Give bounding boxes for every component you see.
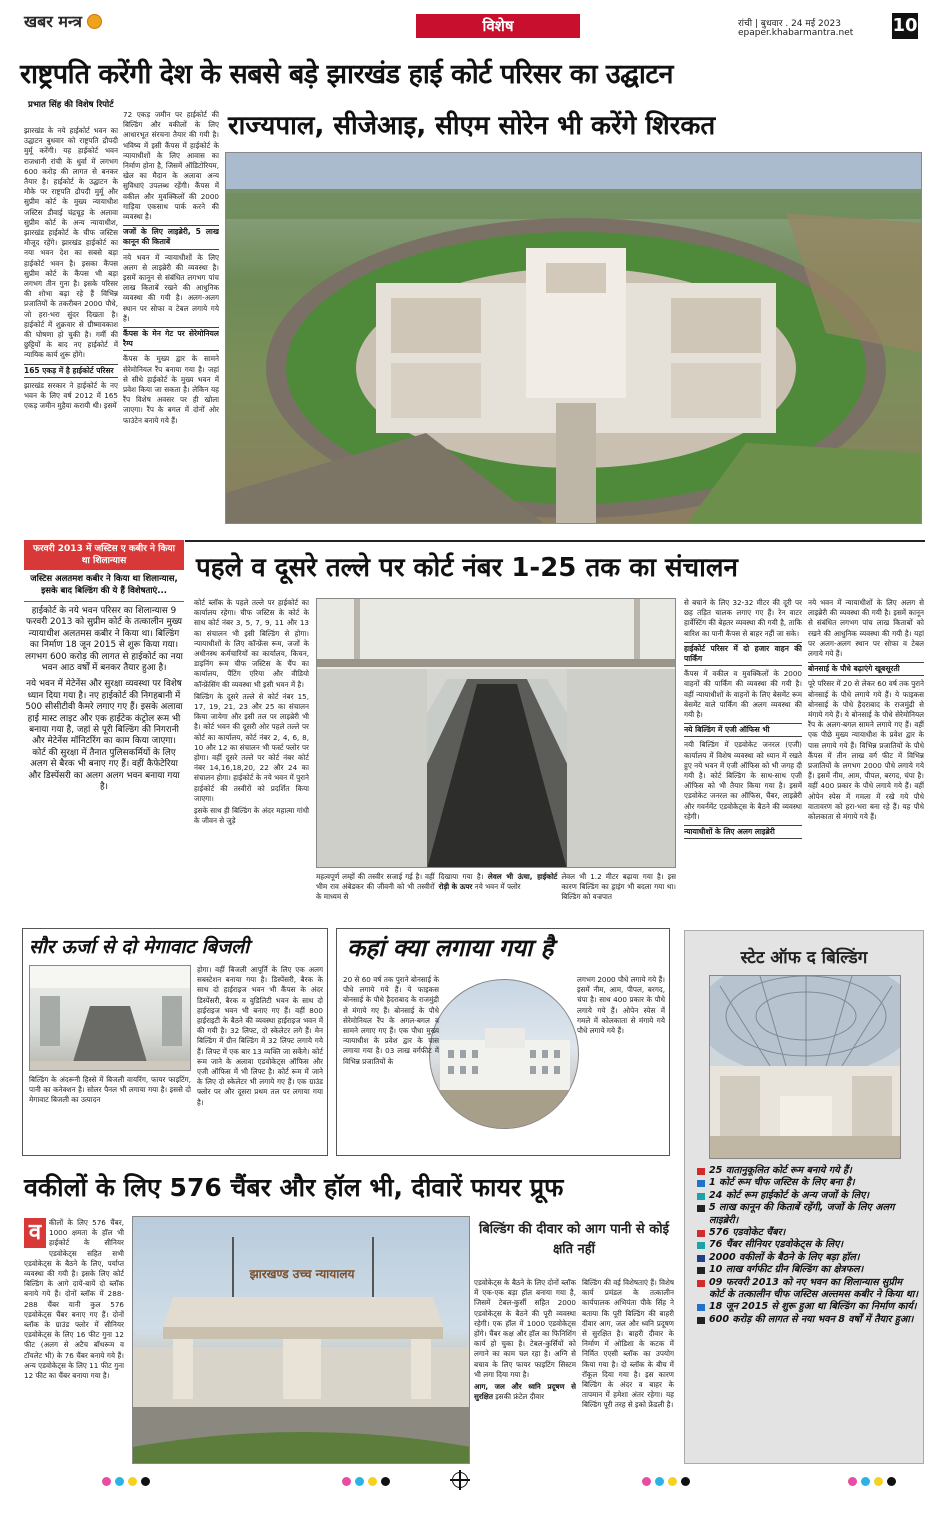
state-item: 76 चैंबर सीनियर एडवोकेट्स के लिए। [695,1239,919,1251]
story2-col3c-text: नयी बिल्डिंग में एडवोकेट जनरल (एजी) कार्यालय में विशेष व्यवस्था को ध्यान में रखते हुए नये भवन में एजी ऑफिस को भी जगह दी गयी है। कोर्ट बिल्डिंग के साथ-साथ एजी ऑफिस को भी तैयार किया गया है। इसमें एडवोकेट जनरल का ऑफिस, चैंबर, लाइब्रेरी और गवर्नमेंट एडवोकेट्स के बैठने की व्यवस्था रहेगी। [684,740,802,821]
where-box [336,928,670,1156]
solar-headline: सौर ऊर्जा से दो मेगावाट बिजली [29,936,250,958]
black-dot-icon [887,1477,896,1486]
story2-col3b-text: कैंपस में वकील व मुवक्किलों के 2000 वाहनों की पार्किंग की व्यवस्था की गयी है। वहीं न्यायाधीशों के वाहनों के लिए बेसमेंट रूम बेसमेंट वाले पार्किंग की अलग व्यवस्था की गयी है। [684,669,802,720]
byline-text: प्रभात सिंह की विशेष रिपोर्ट [28,100,114,110]
story2-col4-sub: बोनसाई के पौधे बढ़ाएंगे खूबसूरती [808,662,924,676]
state-headline: स्टेट ऑफ द बिल्डिंग [740,948,868,968]
story1-col1 [24,126,118,522]
story1-col1-sub: 165 एकड़ में है हाईकोर्ट परिसर [24,364,118,378]
story2-col4b-text: पूरे परिसर में 20 से लेकर 60 वर्ष तक पुराने बोनसाई के पौधे लगाये गये हैं। ये फाइकस बोनसाई के पौधे हैदराबाद के राजमुंद्री से मंगाये गये हैं। ये बोनसाई के पौधे सेरेमोनियल रैंप के अलग-बगल सामने लगाये गए हैं। वहीं एक पीछे मुख्य न्यायाधीश के प्रवेश द्वार के पास लगाये गये हैं। विभिन्न प्रजातियों के पौधे कैंपस में तीन लाख वर्ग फीट में विभिन्न प्रजातियों के लगभग 2000 पौधे लगाये गये हैं। इसमें नीम, आम, पीपल, बरगद, चंपा है। वहीं 400 प्रकार के पौधे लगाये गये हैं। वहीं ओपेन स्पेस में गमला में रखे गये पौधे वातावरण को हरा-भरा बना रहे हैं। यह पौधे कोलकाता से मंगाये गये हैं। [808,679,924,822]
dome-interior-photo [709,975,901,1159]
sidebox-header: फरवरी 2013 में जस्टिस ए कबीर ने किया था शिलान्यास [24,540,184,570]
caption-part1: महत्वपूर्ण लम्हों की तस्वीर सजाई गई है। वहीं भीम राव अंबेडकर की जीवनी को भी तस्वीरों के माध्यम से [316,872,435,902]
story1-subheadline: राज्यपाल, सीजेआइ, सीएम सोरेन भी करेंगे शिरकत [228,111,716,141]
website: epaper.khabarmantra.net [738,28,854,38]
story1-col2c: कैंपस के मुख्य द्वार के सामने सेरेमोनियल रैंप बनाया गया है। जहां से सीधे हाईकोर्ट के मुख्य भवन में प्रवेश किया जा सकता है। लेकिन यह रैंप विशेष अवसर पर ही खोला जाएगा। रैंप के बगल में दोनों ओर फाउंटेन बनाये गये हैं। [123,354,219,425]
story3-col3-sub: आग, जल और ध्वनि प्रदूषण से सुरक्षित [474,1382,576,1402]
footer-register-mark [452,1472,468,1488]
caption-sub: लेवल भी ऊंचा, हाईकोर्ट रोड़ी के ऊपर [438,872,558,892]
solar-caption: बिल्डिंग के अंदरूनी हिस्से में बिजली वायरिंग, फायर फाइटिंग, पानी का कनेक्शन है। सोलर पैनल भी लगाया गया है। इससे दो मेगावाट बिजली का उत्पादन [29,1075,191,1105]
story3-headline: वकीलों के लिए 576 चैंबर और हॉल भी, दीवारें फायर प्रूफ [24,1173,564,1202]
brand-emblem-icon [87,14,102,29]
story3-col3 [474,1278,576,1466]
caption-part2: दिखाया गया है। [438,872,484,881]
story2-col1-text: कोर्ट ब्लॉक के पहले तल्ले पर हाईकोर्ट का कार्यालय रहेगा। चीफ जस्टिस के कोर्ट के साथ कोर्ट नंबर 3, 5, 7, 9, 11 और 13 का संचालन भी इसी बिल्डिंग से होगा। न्यायाधीशों के लिए कॉन्फ्रेंस रूम, जजों के अधीनस्थ कर्मचारियों का कार्यालय, किचन, डाइनिंग रूम चीफ जस्टिस के चैंप का कार्यालय, पैंटिंग एरिया और वीडियो कॉन्फ्रेंसिंग की व्यवस्था भी इसी भवन में है। [194,598,309,689]
story1-headline: राष्ट्रपति करेंगी देश के सबसे बड़े झारखंड हाई कोर्ट परिसर का उद्घाटन [20,59,673,90]
escalator-drawing [317,599,676,868]
story2-col3-sub1: हाईकोर्ट परिसर में दो हजार वाहन की पार्किंग [684,642,802,666]
yellow-dot-icon [874,1477,883,1486]
cyan-dot-icon [861,1477,870,1486]
section-label: विशेष [416,14,580,38]
high-court-gate-photo [132,1216,470,1464]
black-dot-icon [681,1477,690,1486]
aerial-campus-photo [225,152,922,524]
state-item: 1 कोर्ट रूम चीफ जस्टिस के लिए बना है। [695,1177,919,1189]
escalator-caption [316,872,676,908]
brand-name: खबर मन्त्र [24,12,82,31]
sidebox-para2: नये भवन में मेटेनेंस और सुरक्षा व्यवस्था पर विशेष ध्यान दिया गया है। नए हाईकोर्ट की निगहबानी में 500 सीसीटीवी कैमरे लगाए गए हैं। इसके अलावा हाई मास्ट लाइट और एक हाईटेक कंट्रोल रूम भी बनाया गया है, जहां से पूरी बिल्डिंग की निगरानी और मेटेनेंस मॉनिटरिंग का काम किया जाएगा। कोर्ट की सुरक्षा में तैनात पुलिसकर्मियों के लिए अलग से बैरक भी बनाए गए हैं। वहीं कैफेटेरिया और डिस्पेंसरी का अलग अलग भवन बनाया गया है। [25,679,183,793]
cyan-dot-icon [655,1477,664,1486]
story3-col3-end: इसकी फ्रंटेल दीवार [495,1392,545,1402]
yellow-dot-icon [368,1477,377,1486]
state-item: 576 एडवोकेट चैंबर। [695,1227,919,1239]
building-round-photo [429,979,579,1129]
story2-col1c-text: इसके साथ ही बिल्डिंग के अंदर महात्मा गांधी के जीवन से जुड़े [194,806,309,826]
cyan-dot-icon [355,1477,364,1486]
sidebox-para1: हाईकोर्ट के नये भवन परिसर का शिलान्यास 9 फरवरी 2013 को सुप्रीम कोर्ट के तत्कालीन मुख्य न्यायाधीश अलतमस कबीर ने किया था। बिल्डिंग का निर्माण 18 जून 2015 से शुरू किया गया। लगभग 600 करोड़ की लागत से हाईकोर्ट का नया भवन आठ वर्षों में बनकर तैयार हुआ है। [25,606,183,674]
footer-colorbar-left [100,1475,152,1487]
black-dot-icon [381,1477,390,1486]
magenta-dot-icon [642,1477,651,1486]
escalator-photo [316,598,676,868]
story1-col1-after: झारखंड सरकार ने हाईकोर्ट के नए भवन के लिए वर्ष 2012 में 165 एकड़ जमीन मुहैया करायी थी। इसमें [24,380,118,411]
brand-logo [24,10,164,32]
dome-drawing [710,976,901,1159]
story2-col3-sub2: नये बिल्डिंग में एजी ऑफिस भी [684,723,802,737]
footer-colorbar-right [640,1475,692,1487]
state-item: 600 करोड़ की लागत से नया भवन 8 वर्षों में तैयार हुआ। [695,1314,919,1326]
state-item: 18 जून 2015 से शुरू हुआ था बिल्डिंग का निर्माण कार्य। [695,1301,919,1313]
story2-col1b-text: बिल्डिंग के दूसरे तल्ले से कोर्ट नंबर 15, 17, 19, 21, 23 और 25 का संचालन किया जायेगा और इसी तल पर लाइब्रेरी भी है। कोर्ट भवन की दूसरी ओर पहले तल्ले पर कोर्ट का कार्यालय, कोर्ट नंबर 2, 4, 6, 8, 10 और 12 का संचालन भी फर्स्ट फ्लोर पर होगा। वहीं दूसरे तल्ले पर कोर्ट नंबर कोर्ट नंबर 14,16,18,20, 22 और 24 का संचालन होगा। हाईकोर्ट के नये भवन में पुराने हाईकोर्ट की तस्वीरों को प्रदर्शित किया जाएगा। [194,691,309,803]
story2-col1 [194,598,309,908]
magenta-dot-icon [102,1477,111,1486]
cyan-dot-icon [115,1477,124,1486]
where-col2: लगभग 2000 पौधे लगाये गये हैं। इसमें नीम, आम, पीपल, बरगद, चंपा है। साथ 400 प्रकार के पौधे लगाये गये हैं। ओपेन स्पेस में गमले में कोलकाता से मंगाये गये पौधे लगाये गये हैं। [577,975,665,1036]
state-list [695,1165,919,1326]
caption-middle [439,872,558,908]
solar-body: होगा। वहीं बिजली आपूर्ति के लिए एक अलग सबस्टेशन बनाया गया है। डिस्पेंसरी, बैरक के साथ दो हाईराइज भवन भी कैंपस के अंदर डिस्पेंसरी, बैरक व वुडिलिटी भवन के साथ दो हाईराइज भवन भी बनाए गए हैं। वहीं 800 हाईराइटी के बैठने की व्यवस्था हाईराइज भवन में की गयी है। 32 लिफ्ट, दो स्केलेटर लगे हैं। मेन बिल्डिंग में ग्रीन बिल्डिंग में 32 लिफ्ट लगाये गये हैं। लिफ्ट में एक बार 13 व्यक्ति जा सकेंगे। कोर्ट रूम जाने के अलावा एडवोकेट्स ऑफिस और एजी ऑफिस में भी लिफ्ट है। कोर्ट रूम में जाने के लिए दो स्केलेटर भी लगाये गए हैं। एक ग्राउंड फ्लोर पर और दूसरा प्रथम तल पर लगाया गया है। [197,965,323,1107]
story1-col2b: नये भवन में न्यायाधीशों के लिए अलग से लाइब्रेरी की व्यवस्था है। इसमें कानून से संबंधित लगभग पांच लाख किताबें रखने की आधुनिक व्यवस्था की गयी है। अलग-अलग स्थान पर सोफा व टेबल लगाये गये हैं। [123,252,219,323]
story1-byline [28,100,114,111]
story3-col1 [24,1218,124,1464]
black-dot-icon [141,1477,150,1486]
yellow-dot-icon [128,1477,137,1486]
story3-col4: बिल्डिंग की वई विशेषताएं हैं। विशेष कार्य प्रमंडल के तत्कालीन कार्यपालक अभियंता पीके सिंह ने बताया कि पूरी बिल्डिंग की बाहरी दीवार आग, जल और ध्वनि प्रदूषण से सुरक्षित है। बाहरी दीवार के निर्माण में ओडिशा के कटक में निर्मित एएसी ब्लॉक का उपयोग किया गया है। दो ब्लॉक के बीच में रॉकूल दिया गया है। इस कारण बिल्डिंग के अंदर व बाहर के तापमान में हमेशा अंतर रहेगा। यह बिल्डिंग पूरी तरह से इको फ्रेंडली है। [582,1278,674,1410]
story1-col2 [123,110,219,526]
story2-col3-text: से बचाने के लिए 32-32 मीटर की दूरी पर छह तड़ित चालक लगाए गए हैं। रेन वाटर हार्वेस्टिंग की बेहतर व्यवस्था की गयी है, ताकि बारिश का पानी कैंपस से बाहर नहीं जा सके। [684,598,802,638]
magenta-dot-icon [342,1477,351,1486]
story2-col4 [808,598,924,910]
story3-col3-text: एडवोकेट्स के बैठने के लिए दोनों ब्लॉक में एक-एक बड़ा हॉल बनाया गया है, जिसमें टेबल-कुर्सी सहित 2000 एडवोकेट्स के बैठने की पूरी व्यवस्था रहेगी। एक हॉल में 1000 एडवोकेट्स होंगे। चैंबर कक्ष और हॉल का फिनिशिंग कार्य हो चुका है। टेबल-कुर्सियों को लगाने का काम चल रहा है। अग्नि से बचाव के लिए फायर फाइटिंग सिस्टम भी लगा दिया गया है। [474,1278,576,1379]
story2-divider [185,540,925,542]
gate-drawing [133,1217,470,1464]
footer-colorbar-mid [340,1475,392,1487]
page-number: 10 [892,13,918,39]
where-col1: 20 से 60 वर्ष तक पुराने बोनसाई के पौधे लगाये गये हैं। ये फाइकस बोनसाई के पौधे हैदराबाद के राजमुंद्री से मंगाये गए हैं। बोनसाई के पौधे सेरेमोनियल रैंप के अगल-बगल व सामने लगाए गए हैं। एक पौधा मुख्य न्यायाधीश के प्रवेश द्वार के पास लगाया गया है। 03 लाख वर्गफीट में विभिन्न प्रजातियों के [343,975,439,1066]
state-item: 25 वातानुकूलित कोर्ट रूम बनाये गये हैं। [695,1165,919,1177]
aerial-photo-drawing [226,153,922,524]
court-board-text: झारखण्ड उच्च न्यायालय [249,1267,355,1281]
state-item: 24 कोर्ट रूम हाईकोर्ट के अन्य जजों के लिए। [695,1190,919,1202]
story2-col3 [684,598,802,910]
story1-col1-text: झारखंड के नये हाईकोर्ट भवन का उद्घाटन बुधवार को राष्ट्रपति द्रौपदी मुर्मू करेंगी। यह हाईकोर्ट भवन राजधानी रांची के धुर्वा में लगभग 600 करोड़ की लागत से बनकर तैयार है। हाईकोर्ट के उद्घाटन के मौके पर राष्ट्रपति द्रौपदी मुर्मू और सुप्रीम कोर्ट के मुख्य न्यायाधीश जस्टिस डीवाई चंद्रचूड़ के अलावा सुप्रीम कोर्ट के अन्य न्यायाधीश, झारखंड हाईकोर्ट के चीफ जस्टिस मौजूद रहेंगे। झारखंड हाईकोर्ट का नया भवन देश का सबसे बड़ा हाईकोर्ट भवन है। इसका कैंपस सुप्रीम कोर्ट के कैंपस भी बड़ा लगभग तीन गुना है। इसके परिसर की शोभा बढ़ा रहे हैं विभिन्न प्रजातियों के तकरीबन 2000 पौधे, जो हरा-भरा सुंदर दिखता है। हाईकोर्ट में शुक्रवार से ग्रीष्मावकाश की घोषणा हो चुकी है। गर्मी की छुट्टियों के बाद नए हाईकोर्ट में न्यायिक कार्य शुरू होंगे। [24,126,118,360]
story1-col2-sub1: जजों के लिए लाइब्रेरी, 5 लाख कानून की किताबें [123,225,219,249]
story1-col2a: 72 एकड़ जमीन पर हाईकोर्ट की बिल्डिंग और वकीलों के लिए आधारभूत संरचना तैयार की गयी है। भविष्य में इसी कैंपस में हाईकोर्ट के न्यायाधीशों के लिए आवास का निर्माण होना है, जिसमें ऑडिटोरियम, खेल का मैदान के अलावा अन्य सुविधाएं उपलब्ध रहेंगी। कैंपस में वकील और मुवक्किलों की 2000 गाड़िया एकसाथ पार्क करने की व्यवस्था है। [123,110,219,222]
story2-col4-text: नये भवन में न्यायाधीशों के लिए अलग से लाइब्रेरी की व्यवस्था की गयी है। इसमें कानून से संबंधित लगभग पांच लाख किताबों को रखने की आधुनिक व्यवस्था की गयी है। यहां पर अलग-अलग स्थान पर सोफा व टेबल लगाये गये हैं। [808,598,924,659]
building-drawing [430,980,579,1129]
interior-drawing [30,966,191,1071]
where-headline: कहां क्या लगाया गया है [347,934,554,962]
story1-col2-sub2: कैंपस के मेन गेट पर सेरेमोनियल रैम्प [123,327,219,351]
dateline: रांची | बुधवार . 24 मई 2023 [738,19,841,29]
footer-colorbar-far-right [846,1475,898,1487]
story3-col1-text: कीलों के लिए 576 चैंबर, 1000 क्षमता के हॉल भी हाईकोर्ट के सीनियर एडवोकेट्स सहित सभी एडवोकेट्स के बैठने के लिए, पर्याप्त व्यवस्था की गयी है। इसके लिए कोर्ट बिल्डिंग के आगे दायें-बायें दो ब्लॉक बनाये गये हैं। दोनों ब्लॉक में 288-288 चैंबर यानी कुल 576 एडवोकेट्स चैंबर बनाए गए हैं। दोनों ब्लॉक के ग्राउंड फ्लोर में सीनियर एडवोकेट्स के लिए 16 फीट गुना 12 फीट (अलग से अटैच बॉथरूम व टॉयलेट भी) के 76 चैंबर बनाये गये हैं। अन्य एडवोकेट्स के लिए 11 फीट गुना 12 फीट का चैंबर बनाया गया है। [24,1218,124,1381]
solar-interior-photo [29,965,191,1071]
caption-part3: लेवल भी 1.2 मीटर बढ़ाया गया है। इस कारण बिल्डिंग का ड्राइंग भी बदला गया था। बिल्डिंग को वज्रपात [561,872,676,902]
sidebox-subheader: जस्टिस अलतमश कबीर ने किया था शिलान्यास, इसके बाद बिल्डिंग की ये हैं विशेषताएं... [24,570,184,602]
sidebox [24,540,184,912]
state-box [684,930,924,1464]
yellow-dot-icon [668,1477,677,1486]
story2-headline: पहले व दूसरे तल्ले पर कोर्ट नंबर 1-25 तक का संचालन [196,553,738,583]
state-item: 5 लाख कानून की किताबें रहेंगी, जजों के लिए अलग लाइब्रेरी। [695,1202,919,1227]
story3-callout: बिल्डिंग की दीवार को आग पानी से कोई क्षति नहीं [479,1222,669,1257]
story2-col3-sub3: न्यायाधीशों के लिए अलग लाइब्रेरी [684,825,802,839]
caption-sub2: नये भवन में फ्लोर [474,882,521,892]
story3-dropcap: व [24,1218,46,1248]
state-item: 09 फरवरी 2013 को नए भवन का शिलान्यास सुप्रीम कोर्ट के तत्कालीन चीफ जस्टिस अल्तमस कबीर ने किया था। [695,1277,919,1302]
masthead [0,0,945,44]
state-item: 10 लाख वर्गफीट ग्रीन बिल्डिंग का क्षेत्रफल। [695,1264,919,1276]
state-item: 2000 वकीलों के बैठने के लिए बड़ा हॉल। [695,1252,919,1264]
magenta-dot-icon [848,1477,857,1486]
solar-box [22,928,328,1156]
